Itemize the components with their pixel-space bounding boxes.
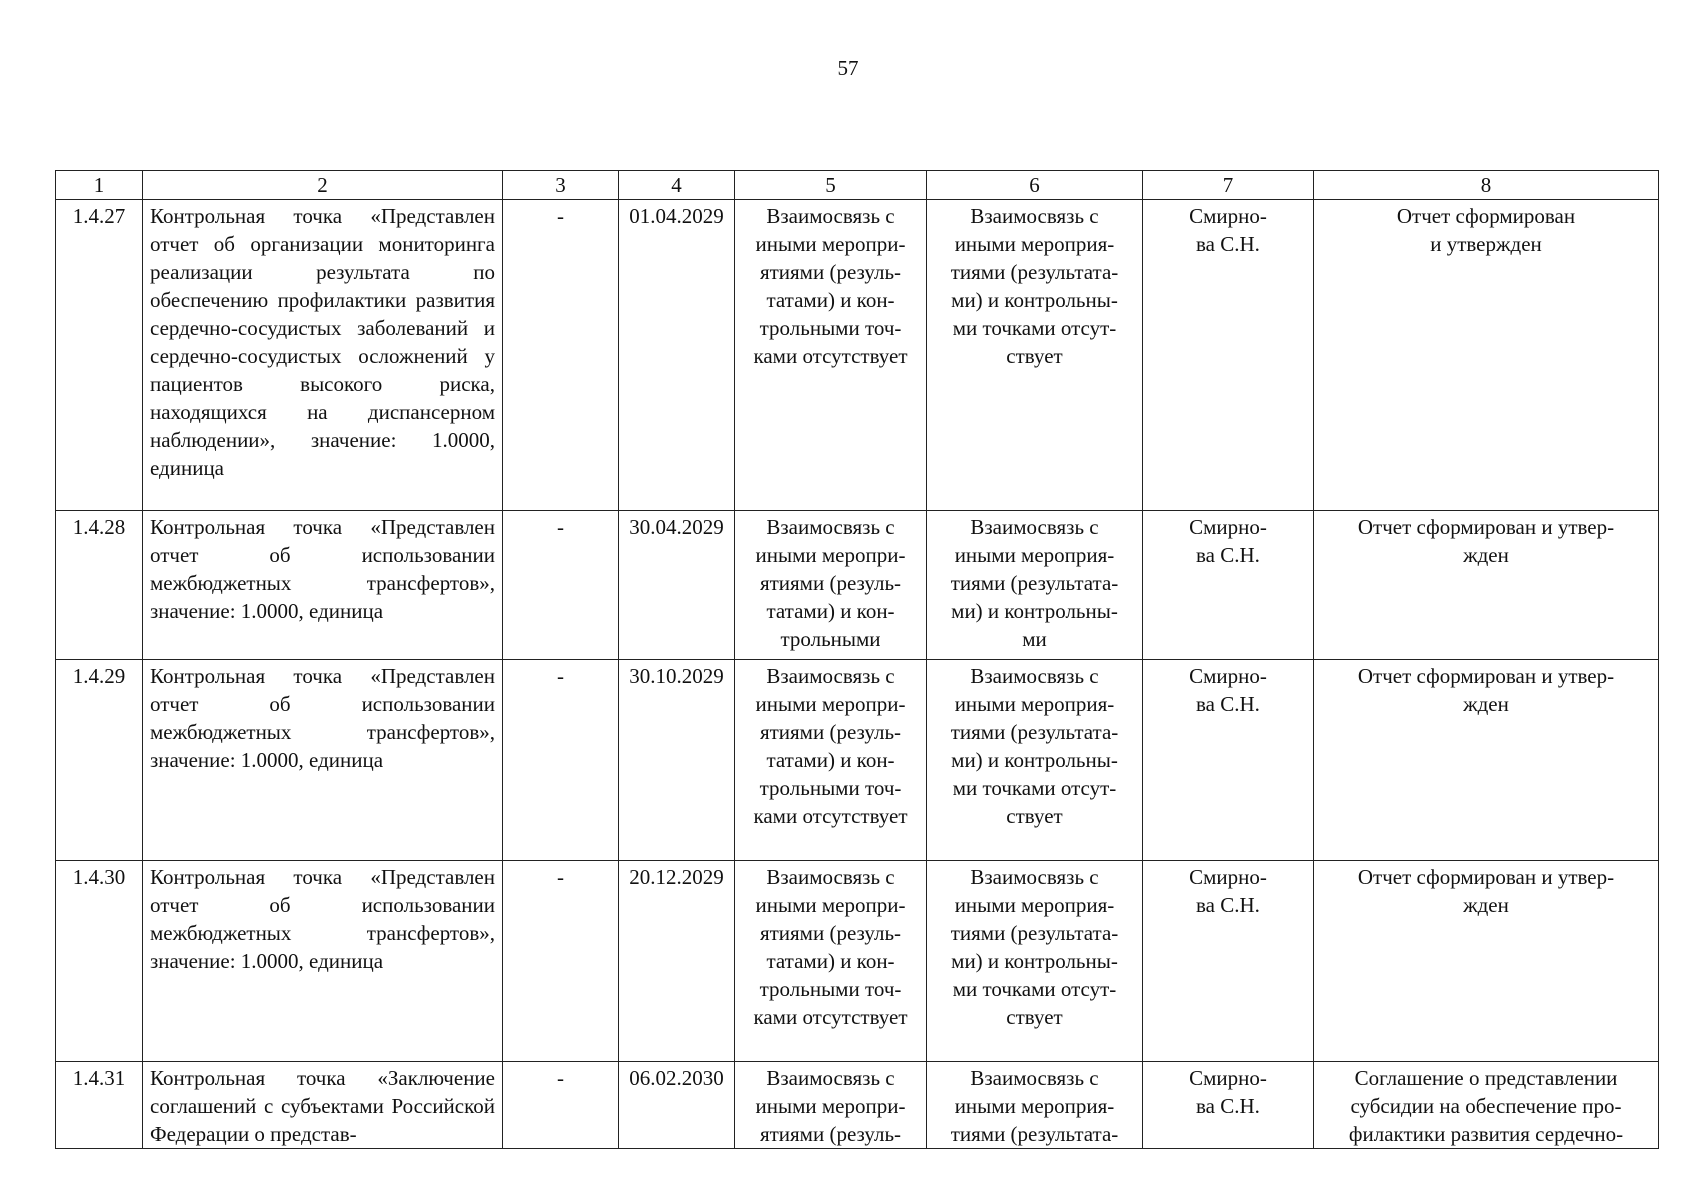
header-row: [56, 171, 1659, 200]
row-number: [56, 861, 143, 1062]
date-cell: [619, 660, 735, 861]
control-point-name: [143, 861, 503, 1062]
relation-measures-line: трольными: [780, 627, 881, 651]
relation-results-line: Взаимосвязь с: [970, 664, 1099, 688]
relation-results-line: иными мероприя-: [954, 1094, 1115, 1118]
relation-results: [927, 200, 1143, 511]
relation-measures-line: ками отсутствует: [753, 1005, 908, 1029]
table-row: [56, 861, 1659, 1062]
header-cell: 2: [143, 171, 503, 200]
relation-measures: [735, 1062, 927, 1149]
relation-results-line: иными мероприя-: [954, 543, 1115, 567]
column-3-value: [503, 511, 619, 660]
relation-results-line: тиями (результата-: [950, 720, 1119, 744]
relation-results-line: ствует: [1006, 1005, 1063, 1029]
result-description-line: Отчет сформирован: [1396, 204, 1576, 228]
result-description-content: [1314, 1062, 1658, 1148]
result-description-content: [1314, 660, 1658, 860]
result-description-line: и утвержден: [1430, 232, 1542, 256]
relation-measures-line: ятиями (резуль-: [759, 571, 902, 595]
control-point-name: [143, 511, 503, 660]
header-cell: 4: [619, 171, 735, 200]
relation-results-line: Взаимосвязь с: [970, 204, 1099, 228]
header-cell: 5: [735, 171, 927, 200]
column-3-value: [503, 1062, 619, 1149]
date-cell-content: 06.02.2030: [629, 1066, 724, 1090]
relation-results-line: ми точками отсут-: [952, 977, 1117, 1001]
relation-results-content: [927, 1062, 1142, 1148]
relation-results-content: [927, 861, 1142, 1061]
relation-results-line: иными мероприя-: [954, 692, 1115, 716]
date-cell-content: 30.04.2029: [629, 515, 724, 539]
relation-results-line: ми) и контрольны-: [951, 288, 1118, 312]
control-point-name-content: Контрольная точка «Представлен отчет об организации мониторинга реализации результата по обеспечению профилактики развития сердечно-сосудистых заболеваний и сердечно-сосудистых осложнений у пациентов высокого риска, находящихся на диспансерном наблюдении», значение: 1.0000, единица: [150, 204, 495, 480]
responsible-person-line: ва С.Н.: [1196, 692, 1260, 716]
responsible-person-line: ва С.Н.: [1196, 893, 1260, 917]
relation-measures-line: ятиями (резуль-: [759, 260, 902, 284]
relation-measures-line: ятиями (резуль-: [759, 720, 902, 744]
header-cell: 6: [927, 171, 1143, 200]
responsible-person-content: [1143, 660, 1313, 860]
column-3-value-content: -: [557, 865, 564, 889]
row-number-content: 1.4.27: [72, 204, 126, 228]
relation-results-line: Взаимосвязь с: [970, 865, 1099, 889]
relation-measures-line: иными меропри-: [755, 1094, 906, 1118]
relation-measures-line: татами) и кон-: [766, 949, 895, 973]
responsible-person-content: [1143, 511, 1313, 659]
responsible-person: [1143, 861, 1314, 1062]
relation-measures-line: ками отсутствует: [753, 344, 908, 368]
responsible-person-line: Смирно-: [1189, 1066, 1267, 1090]
result-description-line: Отчет сформирован и утвер-: [1357, 515, 1615, 539]
result-description-line: жден: [1463, 692, 1509, 716]
column-3-value-content: -: [557, 1066, 564, 1090]
responsible-person: [1143, 660, 1314, 861]
result-description-line: Отчет сформирован и утвер-: [1357, 865, 1615, 889]
page-number: 57: [837, 56, 859, 80]
date-cell: [619, 511, 735, 660]
relation-measures-line: Взаимосвязь с: [766, 865, 895, 889]
relation-results-line: ми) и контрольны-: [951, 748, 1118, 772]
relation-measures-line: татами) и кон-: [766, 288, 895, 312]
relation-results: [927, 511, 1143, 660]
responsible-person-line: Смирно-: [1189, 865, 1267, 889]
row-number-content: 1.4.31: [72, 1066, 126, 1090]
column-3-value-content: -: [557, 664, 564, 688]
relation-results-line: тиями (результата-: [950, 921, 1119, 945]
relation-measures-content: [735, 511, 926, 659]
relation-results-line: иными мероприя-: [954, 232, 1115, 256]
relation-measures-line: трольными точ-: [759, 316, 902, 340]
column-3-value: [503, 660, 619, 861]
column-3-value-content: -: [557, 515, 564, 539]
responsible-person-line: Смирно-: [1189, 515, 1267, 539]
column-3-value-content: -: [557, 204, 564, 228]
relation-measures-line: татами) и кон-: [766, 599, 895, 623]
responsible-person-line: Смирно-: [1189, 204, 1267, 228]
relation-measures-line: иными меропри-: [755, 543, 906, 567]
result-description-line: Отчет сформирован и утвер-: [1357, 664, 1615, 688]
relation-results-line: иными мероприя-: [954, 893, 1115, 917]
responsible-person-content: [1143, 1062, 1313, 1148]
relation-measures-content: [735, 1062, 926, 1148]
relation-results: [927, 1062, 1143, 1149]
relation-results-line: тиями (результата-: [950, 1122, 1119, 1146]
responsible-person: [1143, 511, 1314, 660]
responsible-person-line: ва С.Н.: [1196, 232, 1260, 256]
header-cell: 3: [503, 171, 619, 200]
result-description-line: Соглашение о представлении: [1354, 1066, 1618, 1090]
relation-results-content: [927, 511, 1142, 659]
result-description: [1314, 511, 1659, 660]
control-points-table: [55, 170, 1659, 1149]
table-row: [56, 1062, 1659, 1149]
row-number-content: 1.4.30: [72, 865, 126, 889]
date-cell: [619, 861, 735, 1062]
responsible-person-content: [1143, 861, 1313, 1061]
result-description-line: жден: [1463, 893, 1509, 917]
result-description-line: филактики развития сердечно-: [1348, 1122, 1624, 1146]
relation-measures-content: [735, 200, 926, 510]
relation-measures-content: [735, 660, 926, 860]
relation-results-line: ствует: [1006, 344, 1063, 368]
date-cell-content: 30.10.2029: [629, 664, 724, 688]
relation-measures: [735, 511, 927, 660]
result-description-content: [1314, 200, 1658, 510]
relation-measures: [735, 660, 927, 861]
responsible-person-line: ва С.Н.: [1196, 543, 1260, 567]
relation-results-line: Взаимосвязь с: [970, 1066, 1099, 1090]
table-row: [56, 511, 1659, 660]
header-cell: 1: [56, 171, 143, 200]
relation-results-content: [927, 200, 1142, 510]
table-row: [56, 200, 1659, 511]
date-cell: [619, 200, 735, 511]
responsible-person: [1143, 1062, 1314, 1149]
result-description-line: жден: [1463, 543, 1509, 567]
responsible-person-content: [1143, 200, 1313, 510]
relation-results-line: тиями (результата-: [950, 260, 1119, 284]
relation-measures-line: Взаимосвязь с: [766, 204, 895, 228]
relation-results-line: ми: [1022, 627, 1047, 651]
result-description: [1314, 660, 1659, 861]
relation-measures: [735, 861, 927, 1062]
relation-measures-line: Взаимосвязь с: [766, 515, 895, 539]
relation-measures-content: [735, 861, 926, 1061]
relation-measures-line: Взаимосвязь с: [766, 1066, 895, 1090]
header-cell: 7: [1143, 171, 1314, 200]
relation-results-line: ми) и контрольны-: [951, 949, 1118, 973]
relation-results-line: ми точками отсут-: [952, 776, 1117, 800]
row-number-content: 1.4.28: [72, 515, 126, 539]
control-point-name-content: Контрольная точка «Представлен отчет об использовании межбюджетных трансфертов», значение: 1.0000, единица: [150, 664, 495, 772]
control-point-name-content: Контрольная точка «Представлен отчет об использовании межбюджетных трансфертов», значение: 1.0000, единица: [150, 515, 495, 623]
control-point-name-content: Контрольная точка «Заключение соглашений с субъектами Российской Федерации о представ-: [150, 1066, 495, 1146]
relation-results-line: ствует: [1006, 804, 1063, 828]
table-row: [56, 660, 1659, 861]
column-3-value: [503, 861, 619, 1062]
relation-measures-line: трольными точ-: [759, 776, 902, 800]
relation-measures-line: иными меропри-: [755, 692, 906, 716]
result-description-content: [1314, 861, 1658, 1061]
header-cell: 8: [1314, 171, 1659, 200]
relation-measures-line: татами) и кон-: [766, 748, 895, 772]
relation-measures-line: иными меропри-: [755, 893, 906, 917]
row-number: [56, 1062, 143, 1149]
relation-results: [927, 861, 1143, 1062]
date-cell-content: 01.04.2029: [629, 204, 724, 228]
date-cell: [619, 1062, 735, 1149]
relation-measures: [735, 200, 927, 511]
control-point-name: [143, 1062, 503, 1149]
result-description: [1314, 1062, 1659, 1149]
row-number: [56, 200, 143, 511]
relation-results-line: ми) и контрольны-: [951, 599, 1118, 623]
responsible-person-line: ва С.Н.: [1196, 1094, 1260, 1118]
row-number: [56, 660, 143, 861]
relation-measures-line: Взаимосвязь с: [766, 664, 895, 688]
relation-results-line: тиями (результата-: [950, 571, 1119, 595]
responsible-person: [1143, 200, 1314, 511]
result-description: [1314, 861, 1659, 1062]
relation-measures-line: ятиями (резуль-: [759, 1122, 902, 1146]
result-description-line: субсидии на обеспечение про-: [1350, 1094, 1622, 1118]
responsible-person-line: Смирно-: [1189, 664, 1267, 688]
result-description: [1314, 200, 1659, 511]
row-number-content: 1.4.29: [72, 664, 126, 688]
control-point-name-content: Контрольная точка «Представлен отчет об использовании межбюджетных трансфертов», значение: 1.0000, единица: [150, 865, 495, 973]
relation-results-content: [927, 660, 1142, 860]
relation-results: [927, 660, 1143, 861]
relation-measures-line: ками отсутствует: [753, 804, 908, 828]
relation-results-line: Взаимосвязь с: [970, 515, 1099, 539]
control-point-name: [143, 200, 503, 511]
column-3-value: [503, 200, 619, 511]
relation-results-line: ми точками отсут-: [952, 316, 1117, 340]
result-description-content: [1314, 511, 1658, 659]
row-number: [56, 511, 143, 660]
relation-measures-line: трольными точ-: [759, 977, 902, 1001]
date-cell-content: 20.12.2029: [629, 865, 724, 889]
control-point-name: [143, 660, 503, 861]
relation-measures-line: иными меропри-: [755, 232, 906, 256]
relation-measures-line: ятиями (резуль-: [759, 921, 902, 945]
